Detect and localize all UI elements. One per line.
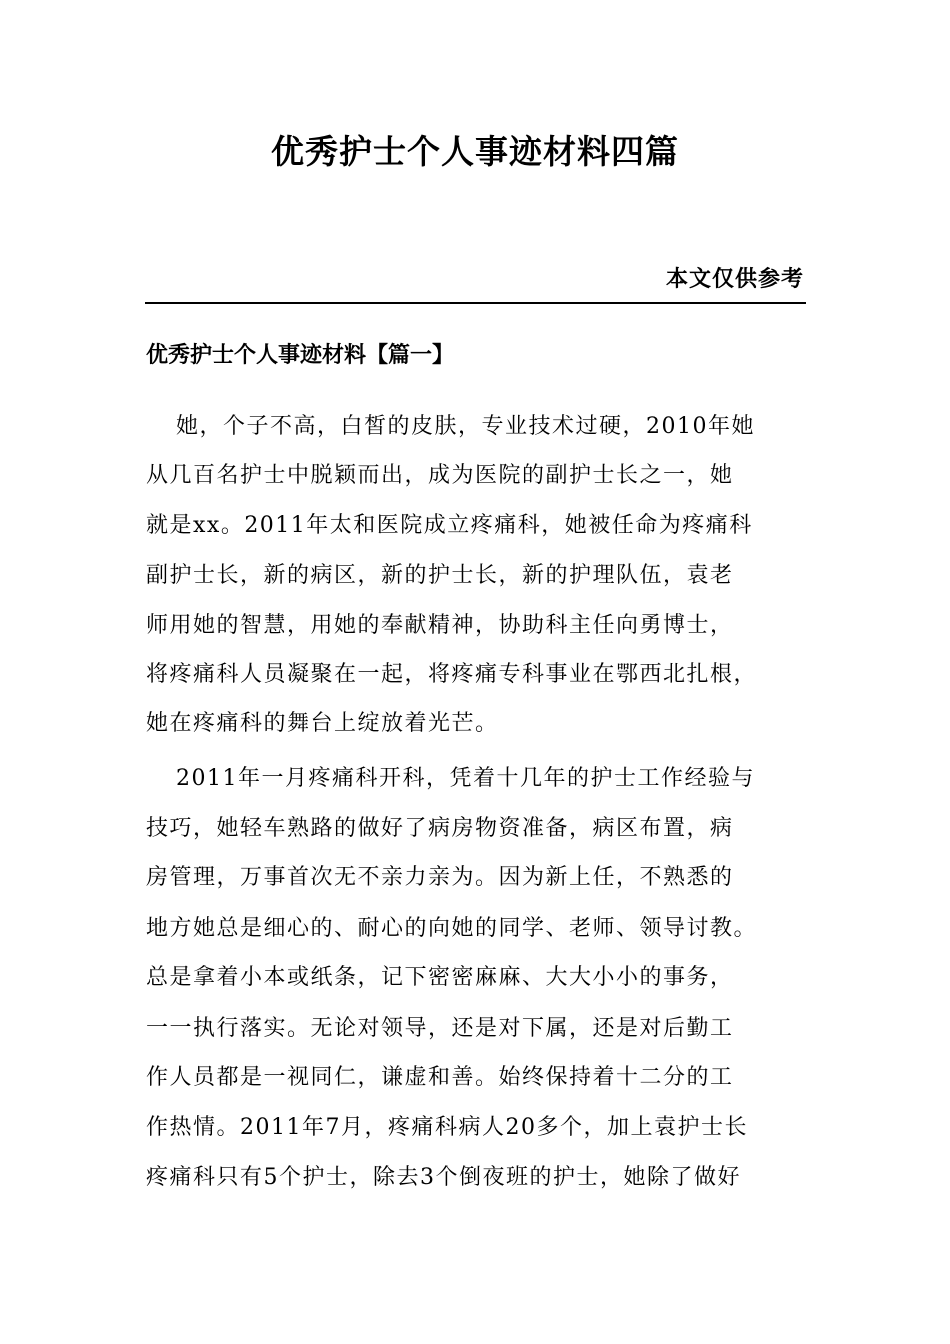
paragraph-2-line-4: 地方她总是细心的、耐心的向她的同学、老师、领导讨教。 (146, 916, 758, 941)
header-divider (145, 302, 806, 304)
paragraph-1-line-1: 她，个子不高，白皙的皮肤，专业技术过硬，2010年她 (176, 414, 755, 439)
paragraph-1-line-5: 师用她的智慧，用她的奉献精神，协助科主任向勇博士， (146, 613, 734, 638)
paragraph-1-line-7: 她在疼痛科的舞台上绽放着光芒。 (146, 711, 499, 736)
paragraph-1-line-6: 将疼痛科人员凝聚在一起，将疼痛专科事业在鄂西北扎根， (146, 662, 758, 687)
paragraph-2-line-9: 疼痛科只有5个护士，除去3个倒夜班的护士，她除了做好 (146, 1165, 741, 1190)
paragraph-2-line-5: 总是拿着小本或纸条，记下密密麻麻、大大小小的事务， (146, 965, 734, 990)
paragraph-1-line-2: 从几百名护士中脱颖而出，成为医院的副护士长之一，她 (146, 463, 734, 488)
paragraph-2-line-1: 2011年一月疼痛科开科，凭着十几年的护士工作经验与 (176, 766, 755, 791)
paragraph-1-line-4: 副护士长，新的病区，新的护士长，新的护理队伍，袁老 (146, 563, 734, 588)
section-heading: 优秀护士个人事迹材料【篇一】 (146, 342, 455, 368)
paragraph-2-line-8: 作热情。2011年7月，疼痛科病人20多个，加上袁护士长 (146, 1115, 748, 1140)
paragraph-2-line-6: 一一执行落实。无论对领导，还是对下属，还是对后勤工 (146, 1016, 734, 1041)
paragraph-2-line-7: 作人员都是一视同仁，谦虚和善。始终保持着十二分的工 (146, 1065, 734, 1090)
paragraph-1-line-3: 就是xx。2011年太和医院成立疼痛科，她被任命为疼痛科 (146, 513, 753, 538)
paragraph-2-line-3: 房管理，万事首次无不亲力亲为。因为新上任，不熟悉的 (146, 865, 734, 890)
disclaimer-text: 本文仅供参考 (665, 266, 804, 292)
paragraph-2-line-2: 技巧，她轻车熟路的做好了病房物资准备，病区布置，病 (146, 816, 734, 841)
document-title: 优秀护士个人事迹材料四篇 (271, 132, 679, 171)
